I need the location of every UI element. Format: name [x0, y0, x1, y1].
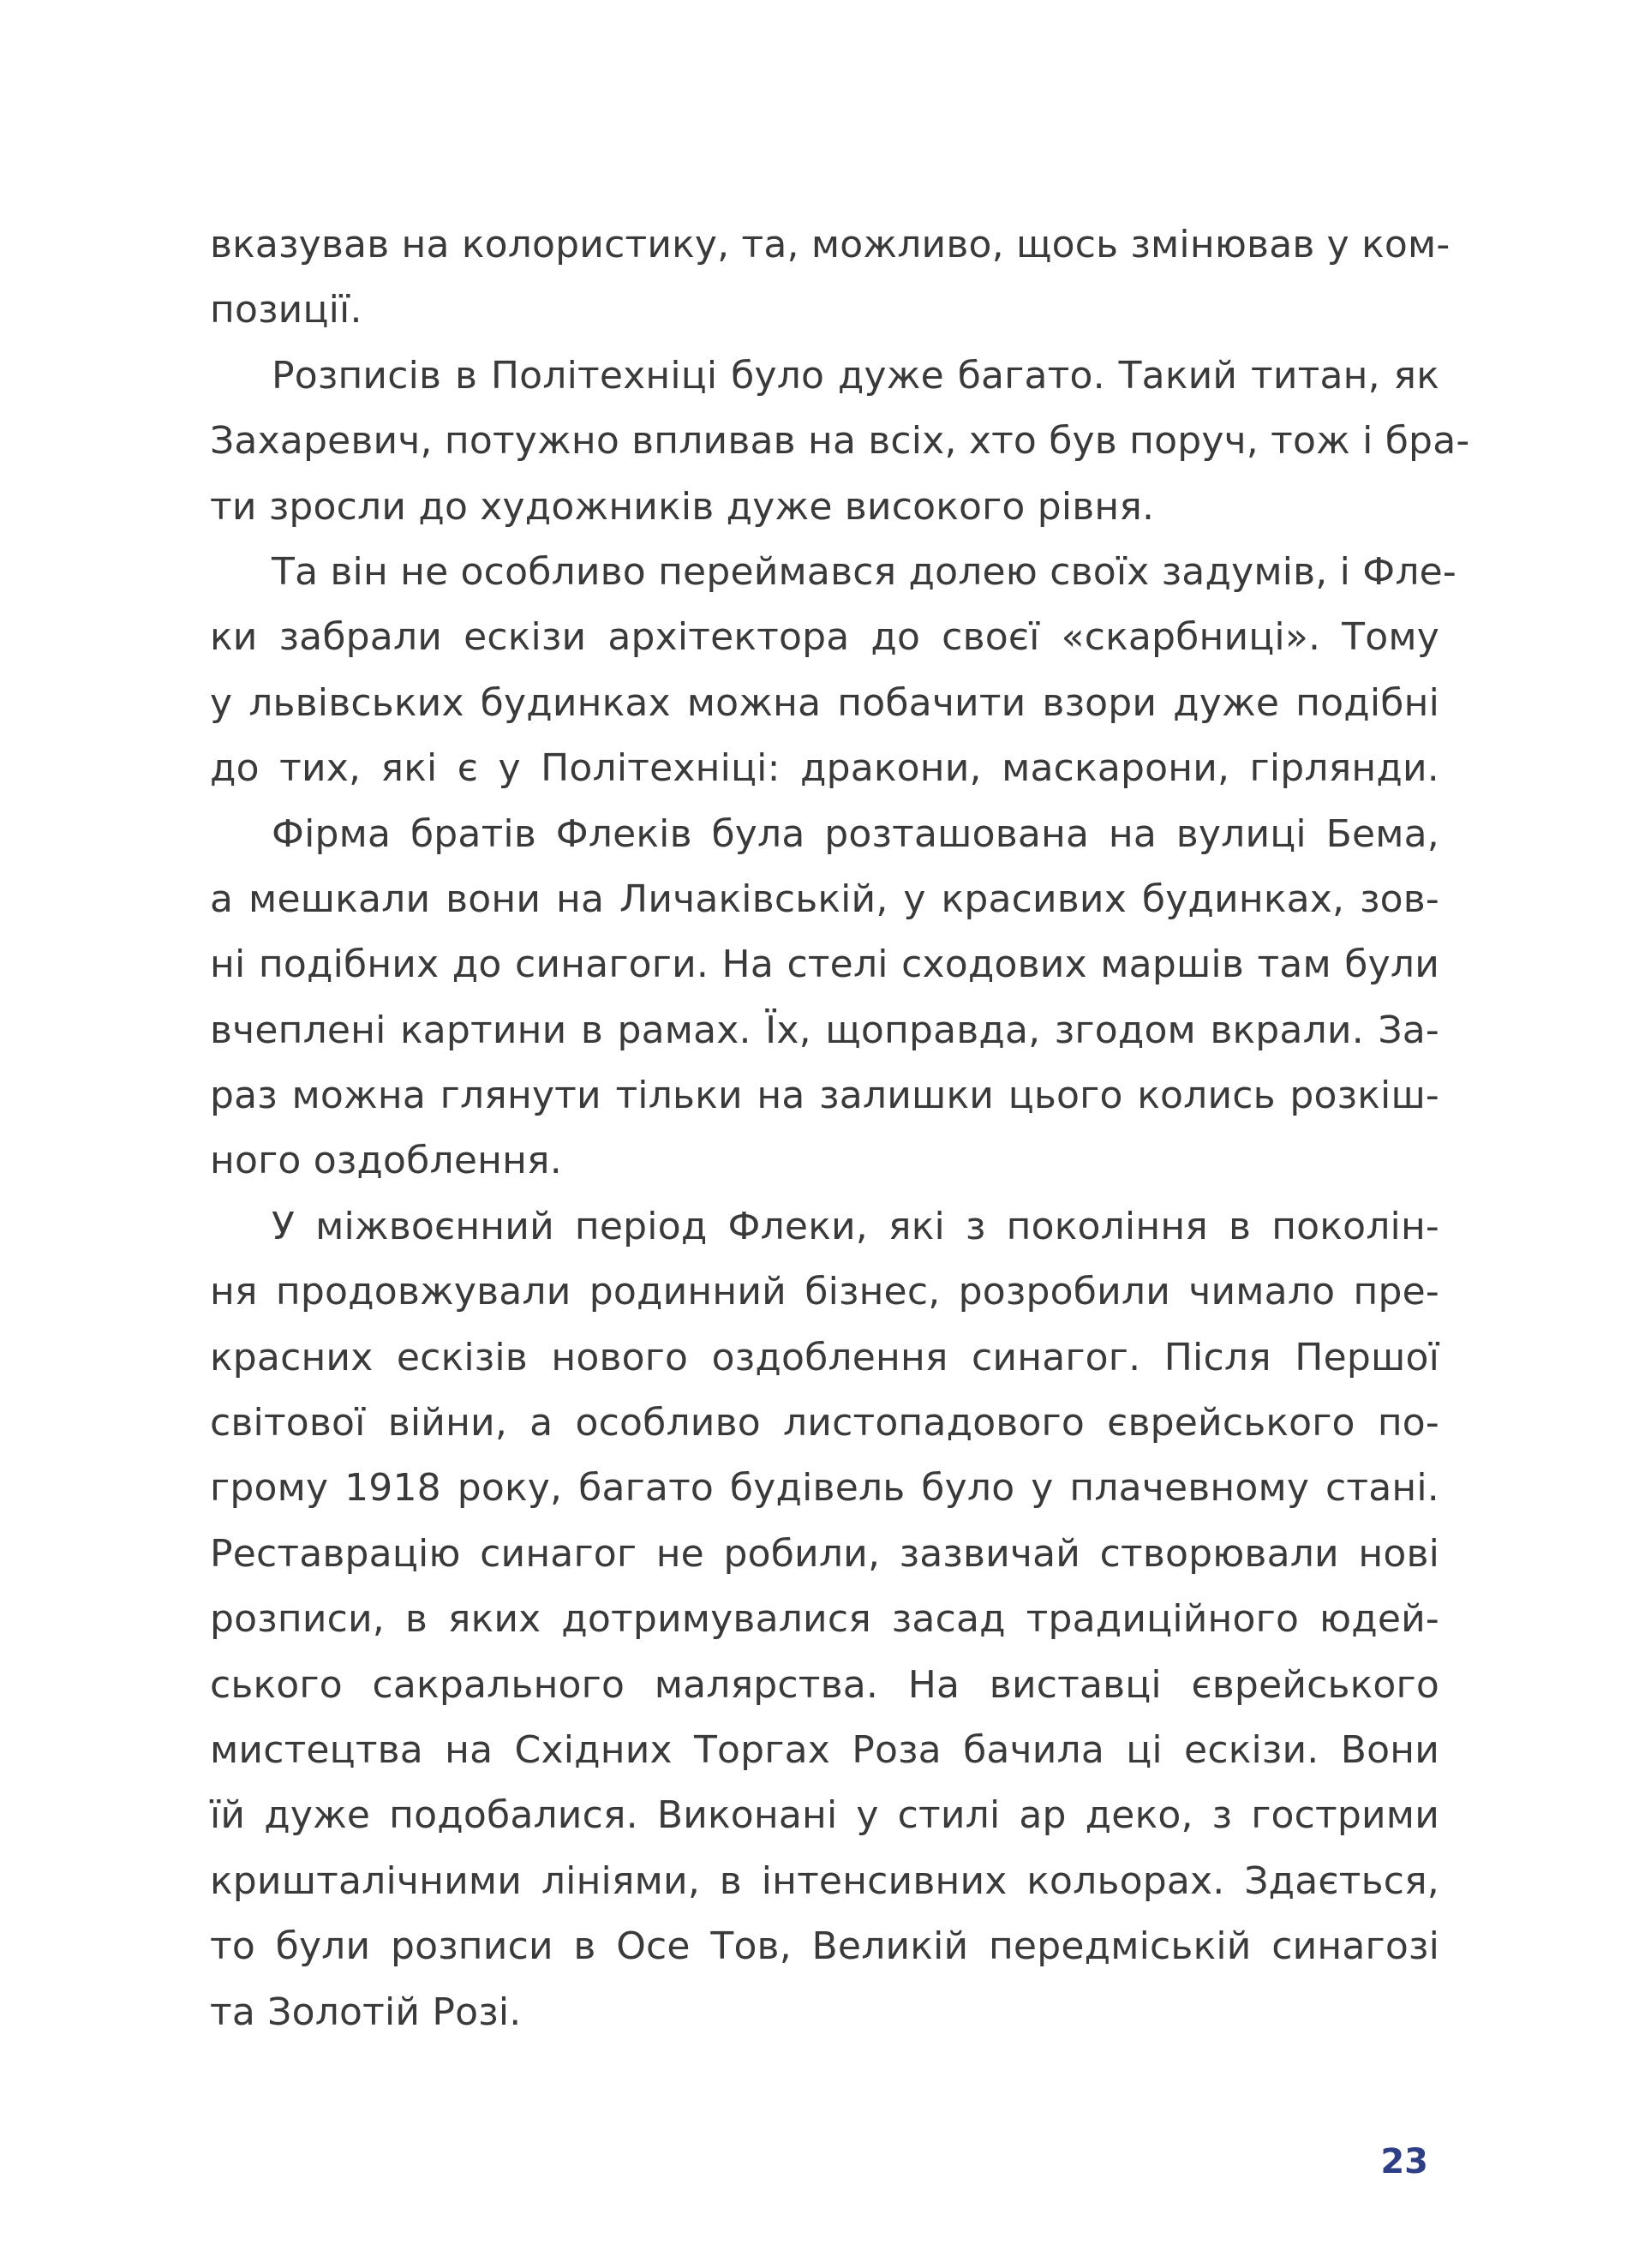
text-line: їй дуже подобалися. Виконані у стилі ар деко, з гострими: [210, 1793, 1439, 1838]
text-line: Реставрацію синагог не робили, зазвичай створювали нові: [210, 1531, 1439, 1576]
paragraph-first-line: Розписів в Політехніці було дуже багато. Такий титан, як: [272, 353, 1439, 398]
text-line: ного оздоблення.: [210, 1139, 562, 1183]
text-line: ти зросли до художників дуже високого рівня.: [210, 484, 1155, 529]
text-line: світової війни, а особливо листопадового єврейського по-: [210, 1401, 1439, 1445]
text-line: ського сакрального малярства. На виставці єврейського: [210, 1662, 1439, 1707]
paragraph-first-line: У міжвоєнний період Флеки, які з покоління в поколін-: [272, 1204, 1439, 1248]
page-number: 23: [1380, 2142, 1428, 2181]
text-line: кришталічними лініями, в інтенсивних кольорах. Здається,: [210, 1858, 1439, 1903]
paragraph-first-line: Та він не особливо переймався долею своїх задумів, і Фле-: [272, 549, 1457, 594]
text-line: позиції.: [210, 288, 362, 332]
text-line: до тих, які є у Політехніці: дракони, маскарони, гірлянди.: [210, 746, 1439, 791]
paragraph-first-line: Фірма братів Флеків була розташована на вулиці Бема,: [272, 811, 1439, 856]
text-line: красних ескізів нового оздоблення синагог. Після Першої: [210, 1335, 1439, 1379]
body-text: [210, 212, 1470, 2045]
text-line: грому 1918 року, багато будівель було у плачевному стані.: [210, 1466, 1439, 1511]
text-line: раз можна глянути тільки на залишки цього колись розкіш-: [210, 1074, 1439, 1118]
text-line: Захаревич, потужно впливав на всіх, хто був поруч, тож і бра-: [210, 419, 1470, 464]
text-line: у львівських будинках можна побачити взори дуже подібні: [210, 680, 1439, 725]
text-line: вказував на колористику, та, можливо, щось змінював у ком-: [210, 223, 1451, 266]
text-line: та Золотій Розі.: [210, 1990, 522, 2034]
text-line: ні подібних до синагоги. На стелі сходових маршів там були: [210, 943, 1439, 987]
text-line: то були розписи в Осе Тов, Великій передміській синагозі: [210, 1924, 1439, 1969]
text-line: ки забрали ескізи архітектора до своєї «скарбниці». Тому: [210, 615, 1439, 660]
text-line: а мешкали вони на Личаківській, у красивих будинках, зов-: [210, 877, 1439, 921]
text-line: розписи, в яких дотримувалися засад традиційного юдей-: [210, 1597, 1439, 1642]
text-line: мистецтва на Східних Торгах Роза бачила ці ескізи. Вони: [210, 1727, 1439, 1772]
text-line: вчеплені картини в рамах. Їх, щоправда, згодом вкрали. За-: [210, 1008, 1439, 1052]
text-line: ня продовжували родинний бізнес, розробили чимало пре-: [210, 1270, 1439, 1314]
